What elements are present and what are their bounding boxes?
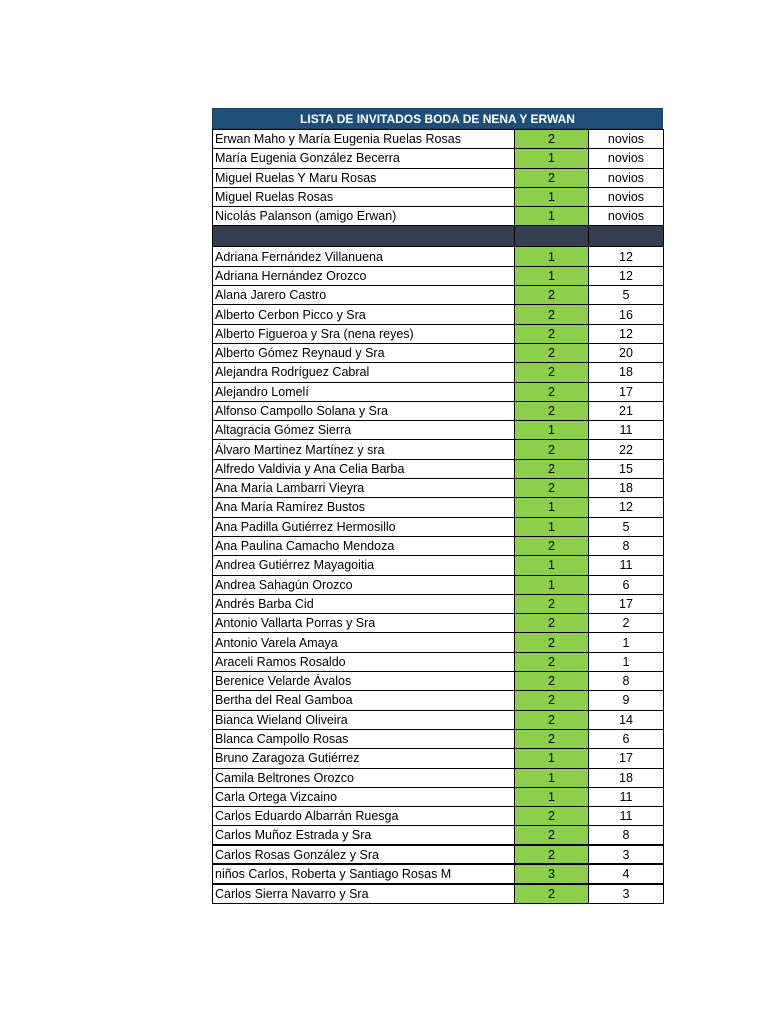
- guest-name-cell[interactable]: Alberto Gómez Reynaud y Sra: [213, 343, 515, 362]
- guest-count-cell[interactable]: 2: [515, 324, 589, 343]
- guest-row: [213, 710, 664, 729]
- guest-name-cell[interactable]: Antonio Varela Amaya: [213, 633, 515, 652]
- guest-row: [213, 729, 664, 748]
- guest-row: [213, 305, 664, 324]
- guest-row: [213, 556, 664, 575]
- guest-row: [213, 363, 664, 382]
- table-number-cell[interactable]: 6: [589, 575, 664, 594]
- guest-count-cell[interactable]: 2: [515, 729, 589, 748]
- guest-count-cell[interactable]: 1: [515, 556, 589, 575]
- guest-name-cell[interactable]: Miguel Ruelas Rosas: [213, 187, 515, 206]
- guest-row: [213, 633, 664, 652]
- guest-count-cell[interactable]: 2: [515, 807, 589, 826]
- guest-name-cell[interactable]: Bianca Wieland Oliveira: [213, 710, 515, 729]
- guest-name-cell[interactable]: Blanca Campollo Rosas: [213, 729, 515, 748]
- guest-name-cell[interactable]: Antonio Vallarta Porras y Sra: [213, 614, 515, 633]
- guest-count-cell[interactable]: 2: [515, 401, 589, 420]
- guest-row: [213, 691, 664, 710]
- couple-row: [213, 187, 664, 206]
- guest-count-cell[interactable]: 2: [515, 633, 589, 652]
- guest-table-body: [213, 130, 664, 904]
- guest-name-cell[interactable]: Álvaro Martinez Martínez y sra: [213, 440, 515, 459]
- guest-row: [213, 517, 664, 536]
- guest-row: [213, 594, 664, 613]
- guest-count-cell[interactable]: 1: [515, 266, 589, 285]
- guest-name-cell[interactable]: Bruno Zaragoza Gutiérrez: [213, 749, 515, 768]
- guest-count-cell[interactable]: 1: [515, 498, 589, 517]
- guest-name-cell[interactable]: Berenice Velarde Ávalos: [213, 672, 515, 691]
- separator-cell: [213, 226, 515, 247]
- guest-name-cell[interactable]: Alejandra Rodríguez Cabral: [213, 363, 515, 382]
- guest-count-cell[interactable]: 2: [515, 130, 589, 149]
- table-number-cell[interactable]: 17: [589, 594, 664, 613]
- guest-count-cell[interactable]: 1: [515, 149, 589, 168]
- couple-row: [213, 130, 664, 149]
- guest-row: [213, 382, 664, 401]
- guest-count-cell[interactable]: 2: [515, 672, 589, 691]
- guest-name-cell[interactable]: Adriana Hernández Orozco: [213, 266, 515, 285]
- guest-count-cell[interactable]: 2: [515, 652, 589, 671]
- guest-name-cell[interactable]: Bertha del Real Gamboa: [213, 691, 515, 710]
- guest-count-cell[interactable]: 2: [515, 884, 589, 903]
- guest-row: [213, 807, 664, 826]
- guest-name-cell[interactable]: Nicolás Palanson (amigo Erwan): [213, 207, 515, 226]
- guest-row: [213, 826, 664, 845]
- table-number-cell[interactable]: 18: [589, 768, 664, 787]
- guest-count-cell[interactable]: 2: [515, 459, 589, 478]
- separator-cell: [589, 226, 664, 247]
- guest-row: [213, 672, 664, 691]
- guest-name-cell[interactable]: Carla Ortega Vizcaino: [213, 787, 515, 806]
- table-number-cell[interactable]: 6: [589, 729, 664, 748]
- table-number-cell[interactable]: 12: [589, 498, 664, 517]
- guest-count-cell[interactable]: 2: [515, 479, 589, 498]
- guest-name-cell[interactable]: Erwan Maho y María Eugenia Ruelas Rosas: [213, 130, 515, 149]
- table-number-cell[interactable]: 8: [589, 826, 664, 845]
- guest-name-cell[interactable]: Alberto Cerbon Picco y Sra: [213, 305, 515, 324]
- guest-count-cell[interactable]: 1: [515, 749, 589, 768]
- guest-row: [213, 421, 664, 440]
- table-number-cell[interactable]: 17: [589, 749, 664, 768]
- guest-row: [213, 749, 664, 768]
- guest-name-cell[interactable]: Alberto Figueroa y Sra (nena reyes): [213, 324, 515, 343]
- guest-count-cell[interactable]: 2: [515, 614, 589, 633]
- guest-count-cell[interactable]: 2: [515, 845, 589, 864]
- guest-row: [213, 536, 664, 555]
- separator-row: [213, 226, 664, 247]
- guest-name-cell[interactable]: Andrea Sahagún Orozco: [213, 575, 515, 594]
- guest-count-cell[interactable]: 3: [515, 864, 589, 883]
- guest-count-cell[interactable]: 2: [515, 536, 589, 555]
- guest-name-cell[interactable]: Camila Beltrones Orozco: [213, 768, 515, 787]
- table-number-cell[interactable]: 1: [589, 633, 664, 652]
- guest-count-cell[interactable]: 2: [515, 440, 589, 459]
- table-number-cell[interactable]: 8: [589, 536, 664, 555]
- guest-row: [213, 614, 664, 633]
- table-number-cell[interactable]: 12: [589, 324, 664, 343]
- guest-name-cell[interactable]: Alana Jarero Castro: [213, 286, 515, 305]
- guest-name-cell[interactable]: Andrea Gutiérrez Mayagoitia: [213, 556, 515, 575]
- guest-name-cell[interactable]: Ana María Ramírez Bustos: [213, 498, 515, 517]
- guest-name-cell[interactable]: Carlos Eduardo Albarrán Ruesga: [213, 807, 515, 826]
- couple-row: [213, 149, 664, 168]
- guest-count-cell[interactable]: 2: [515, 710, 589, 729]
- guest-count-cell[interactable]: 2: [515, 343, 589, 362]
- guest-name-cell[interactable]: María Eugenia González Becerra: [213, 149, 515, 168]
- table-number-cell[interactable]: 5: [589, 517, 664, 536]
- table-number-cell[interactable]: 11: [589, 787, 664, 806]
- table-number-cell[interactable]: 17: [589, 382, 664, 401]
- couple-row: [213, 168, 664, 187]
- table-number-cell[interactable]: novios: [589, 149, 664, 168]
- guest-count-cell[interactable]: 2: [515, 691, 589, 710]
- guest-row: [213, 247, 664, 266]
- couple-row: [213, 207, 664, 226]
- guest-row: [213, 884, 664, 903]
- table-number-cell[interactable]: novios: [589, 168, 664, 187]
- guest-row: [213, 343, 664, 362]
- guest-count-cell[interactable]: 2: [515, 594, 589, 613]
- guest-row: [213, 440, 664, 459]
- table-number-cell[interactable]: 5: [589, 286, 664, 305]
- guest-count-cell[interactable]: 1: [515, 517, 589, 536]
- table-number-cell[interactable]: 15: [589, 459, 664, 478]
- guest-name-cell[interactable]: Adriana Fernández Villanuena: [213, 247, 515, 266]
- table-number-cell[interactable]: 9: [589, 691, 664, 710]
- guest-count-cell[interactable]: 1: [515, 787, 589, 806]
- table-number-cell[interactable]: 4: [589, 864, 664, 883]
- guest-table: [212, 129, 664, 904]
- guest-row: [213, 575, 664, 594]
- guest-count-cell[interactable]: 1: [515, 575, 589, 594]
- guest-name-cell[interactable]: Alfonso Campollo Solana y Sra: [213, 401, 515, 420]
- table-number-cell[interactable]: 20: [589, 343, 664, 362]
- table-number-cell[interactable]: 11: [589, 556, 664, 575]
- guest-name-cell[interactable]: Altagracia Gómez Sierra: [213, 421, 515, 440]
- table-number-cell[interactable]: 16: [589, 305, 664, 324]
- guest-name-cell[interactable]: niños Carlos, Roberta y Santiago Rosas M: [213, 864, 515, 883]
- guest-name-cell[interactable]: Ana Paulina Camacho Mendoza: [213, 536, 515, 555]
- guest-list-sheet: [212, 108, 663, 904]
- guest-count-cell[interactable]: 1: [515, 207, 589, 226]
- separator-cell: [515, 226, 589, 247]
- guest-row: [213, 652, 664, 671]
- table-number-cell[interactable]: 3: [589, 845, 664, 864]
- guest-row: [213, 768, 664, 787]
- guest-name-cell[interactable]: Ana María Lambarri Vieyra: [213, 479, 515, 498]
- table-number-cell[interactable]: 1: [589, 652, 664, 671]
- guest-row: [213, 401, 664, 420]
- guest-row: [213, 324, 664, 343]
- guest-count-cell[interactable]: 1: [515, 421, 589, 440]
- table-number-cell[interactable]: 3: [589, 884, 664, 903]
- table-number-cell[interactable]: novios: [589, 130, 664, 149]
- table-number-cell[interactable]: novios: [589, 187, 664, 206]
- guest-row: [213, 286, 664, 305]
- guest-row: [213, 864, 664, 883]
- guest-row: [213, 266, 664, 285]
- guest-name-cell[interactable]: Carlos Muñoz Estrada y Sra: [213, 826, 515, 845]
- table-number-cell[interactable]: 11: [589, 807, 664, 826]
- table-number-cell[interactable]: 2: [589, 614, 664, 633]
- guest-name-cell[interactable]: Alfredo Valdivia y Ana Celia Barba: [213, 459, 515, 478]
- table-number-cell[interactable]: 12: [589, 247, 664, 266]
- guest-count-cell[interactable]: 2: [515, 168, 589, 187]
- guest-name-cell[interactable]: Alejandro Lomelí: [213, 382, 515, 401]
- guest-row: [213, 498, 664, 517]
- guest-count-cell[interactable]: 1: [515, 247, 589, 266]
- guest-count-cell[interactable]: 2: [515, 382, 589, 401]
- guest-count-cell[interactable]: 1: [515, 768, 589, 787]
- guest-count-cell[interactable]: 1: [515, 187, 589, 206]
- guest-count-cell[interactable]: 2: [515, 363, 589, 382]
- guest-count-cell[interactable]: 2: [515, 305, 589, 324]
- table-number-cell[interactable]: novios: [589, 207, 664, 226]
- table-number-cell[interactable]: 18: [589, 363, 664, 382]
- guest-count-cell[interactable]: 2: [515, 286, 589, 305]
- guest-name-cell[interactable]: Carlos Rosas González y Sra: [213, 845, 515, 864]
- table-number-cell[interactable]: 21: [589, 401, 664, 420]
- guest-name-cell[interactable]: Ana Padilla Gutiérrez Hermosillo: [213, 517, 515, 536]
- table-number-cell[interactable]: 22: [589, 440, 664, 459]
- table-number-cell[interactable]: 14: [589, 710, 664, 729]
- guest-name-cell[interactable]: Araceli Ramos Rosaldo: [213, 652, 515, 671]
- table-number-cell[interactable]: 8: [589, 672, 664, 691]
- table-number-cell[interactable]: 12: [589, 266, 664, 285]
- table-number-cell[interactable]: 18: [589, 479, 664, 498]
- guest-count-cell[interactable]: 2: [515, 826, 589, 845]
- guest-row: [213, 787, 664, 806]
- guest-name-cell[interactable]: Carlos Sierra Navarro y Sra: [213, 884, 515, 903]
- guest-row: [213, 845, 664, 864]
- table-number-cell[interactable]: 11: [589, 421, 664, 440]
- guest-name-cell[interactable]: Andrés Barba Cid: [213, 594, 515, 613]
- guest-row: [213, 479, 664, 498]
- guest-row: [213, 459, 664, 478]
- guest-name-cell[interactable]: Miguel Ruelas Y Maru Rosas: [213, 168, 515, 187]
- sheet-title: LISTA DE INVITADOS BODA DE NENA Y ERWAN: [212, 108, 663, 129]
